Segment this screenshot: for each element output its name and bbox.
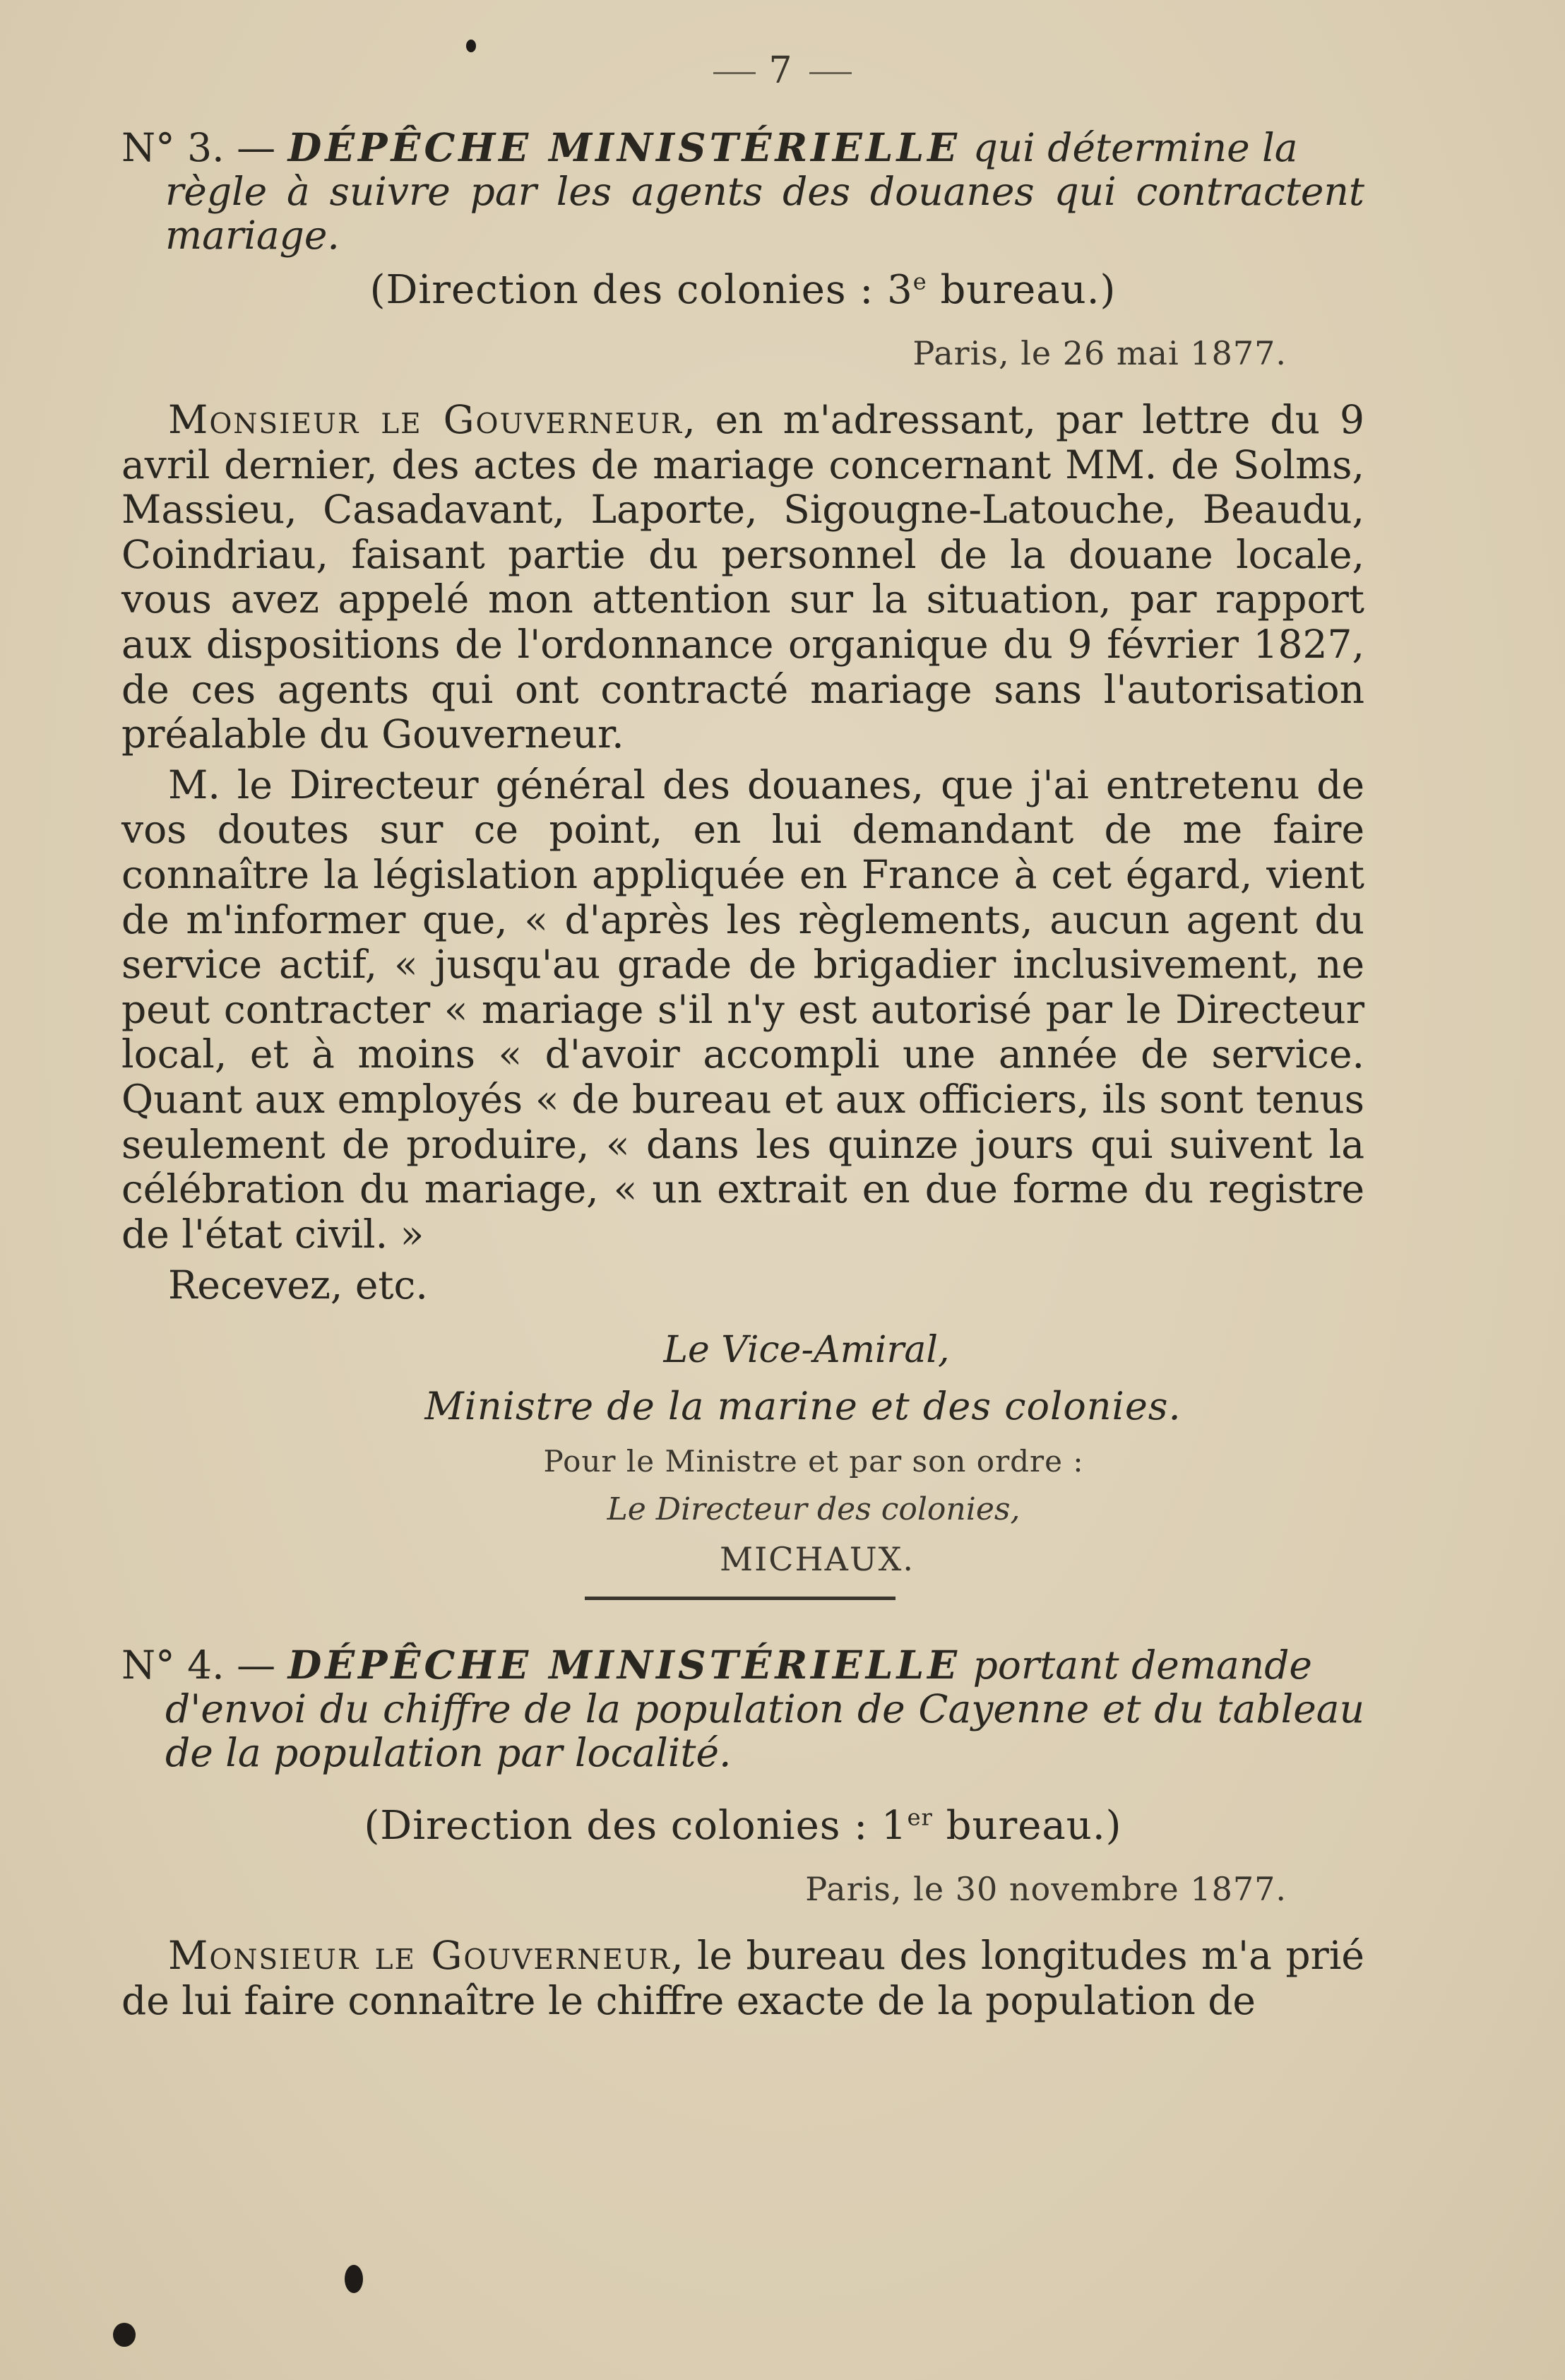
doc4-title: DÉPÊCHE MINISTÉRIELLE xyxy=(287,1642,961,1688)
doc3-paragraph-2: M. le Directeur général des douanes, que j'ai entretenu de vos doutes sur ce point, en lui demandant de me faire connaître la législation appliquée en France à cet égard, vient de m'informer que, « d'après les règlements, aucun agent du service actif, « jusqu'au grade de brigadier inclusivement, ne peut contracter « mariage s'il n'y est autorisé par le Directeur local, et à moins « d'avoir accompli une année de service. Quant aux employés « de bureau et aux officiers, ils sont tenus seulement de produire, « dans les quinze jours qui suivent la célébration du mariage, « un extrait en due forme du registre de l'état civil. » xyxy=(121,762,1364,1257)
ink-speck-bottom-middle xyxy=(345,2265,363,2293)
document-4 xyxy=(121,1643,1364,2023)
document-3 xyxy=(121,126,1364,1578)
doc3-dateline: Paris, le 26 mai 1877. xyxy=(912,334,1287,372)
doc4-body xyxy=(121,1934,1364,2023)
page-number-right-dash xyxy=(809,72,852,74)
doc3-paragraph-1 xyxy=(121,398,1364,757)
doc4-paragraph-1-text: , le bureau des longitudes m'a prié de lui faire connaître le chiffre exacte de la population de xyxy=(121,1933,1364,2023)
doc3-signature-for: Pour le Ministre et par son ordre : xyxy=(543,1444,1084,1479)
doc4-paragraph-1 xyxy=(121,1934,1364,2023)
page-number-value: 7 xyxy=(768,49,797,92)
doc3-signature-name: MICHAUX. xyxy=(720,1540,915,1579)
doc4-direction-sup: er xyxy=(907,1804,933,1831)
doc3-closing: Recevez, etc. xyxy=(168,1262,428,1308)
doc3-subtitle-first: qui détermine la xyxy=(972,125,1298,170)
doc4-salutation: Monsieur le Gouverneur xyxy=(168,1933,672,1978)
doc3-signature-director: Le Directeur des colonies, xyxy=(607,1491,1020,1528)
doc3-number: N° 3. — xyxy=(121,125,276,170)
doc3-signature-title: Le Vice-Amiral, xyxy=(663,1329,950,1372)
doc4-subtitle-rest: d'envoi du chiffre de la population de Cayenne et du tableau de la population par localité. xyxy=(165,1686,1364,1775)
doc3-direction-prefix: (Direction des colonies : 3 xyxy=(369,267,913,313)
section-separator xyxy=(585,1597,895,1600)
doc3-signature-role: Ministre de la marine et des colonies. xyxy=(424,1384,1182,1429)
ink-speck-bottom-left xyxy=(113,2323,136,2347)
doc4-subtitle-first: portant demande xyxy=(972,1642,1312,1688)
page-number xyxy=(0,49,1565,92)
doc4-direction-prefix: (Direction des colonies : 1 xyxy=(364,1803,908,1849)
doc3-direction xyxy=(121,267,1364,313)
page-number-left-dash xyxy=(713,72,756,74)
doc4-heading xyxy=(121,1643,1364,1687)
doc3-heading xyxy=(121,126,1364,170)
doc3-body xyxy=(121,398,1364,1257)
doc4-direction xyxy=(121,1803,1364,1849)
doc3-paragraph-1-text: , en m'adressant, par lettre du 9 avril dernier, des actes de mariage concernant MM. de Solms, Massieu, Casadavant, Laporte, Sigougne-Latouche, Beaudu, Coindriau, faisant partie du personnel de la douane locale, vous avez appelé mon attention sur la situation, par rapport aux dispositions de l'ordonnance organique du 9 février 1827, de ces agents qui ont contracté mariage sans l'autorisation préalable du Gouverneur. xyxy=(121,397,1364,757)
doc4-dateline: Paris, le 30 novembre 1877. xyxy=(805,1870,1287,1908)
doc4-direction-suffix: bureau.) xyxy=(932,1803,1122,1849)
doc3-subtitle-rest: règle à suivre par les agents des douanes qui contractent mariage. xyxy=(165,169,1364,258)
doc3-direction-suffix: bureau.) xyxy=(927,267,1117,313)
doc3-direction-sup: e xyxy=(912,268,927,295)
doc3-salutation: Monsieur le Gouverneur xyxy=(168,397,684,442)
doc4-number: N° 4. — xyxy=(121,1642,276,1688)
doc3-title: DÉPÊCHE MINISTÉRIELLE xyxy=(287,124,961,170)
